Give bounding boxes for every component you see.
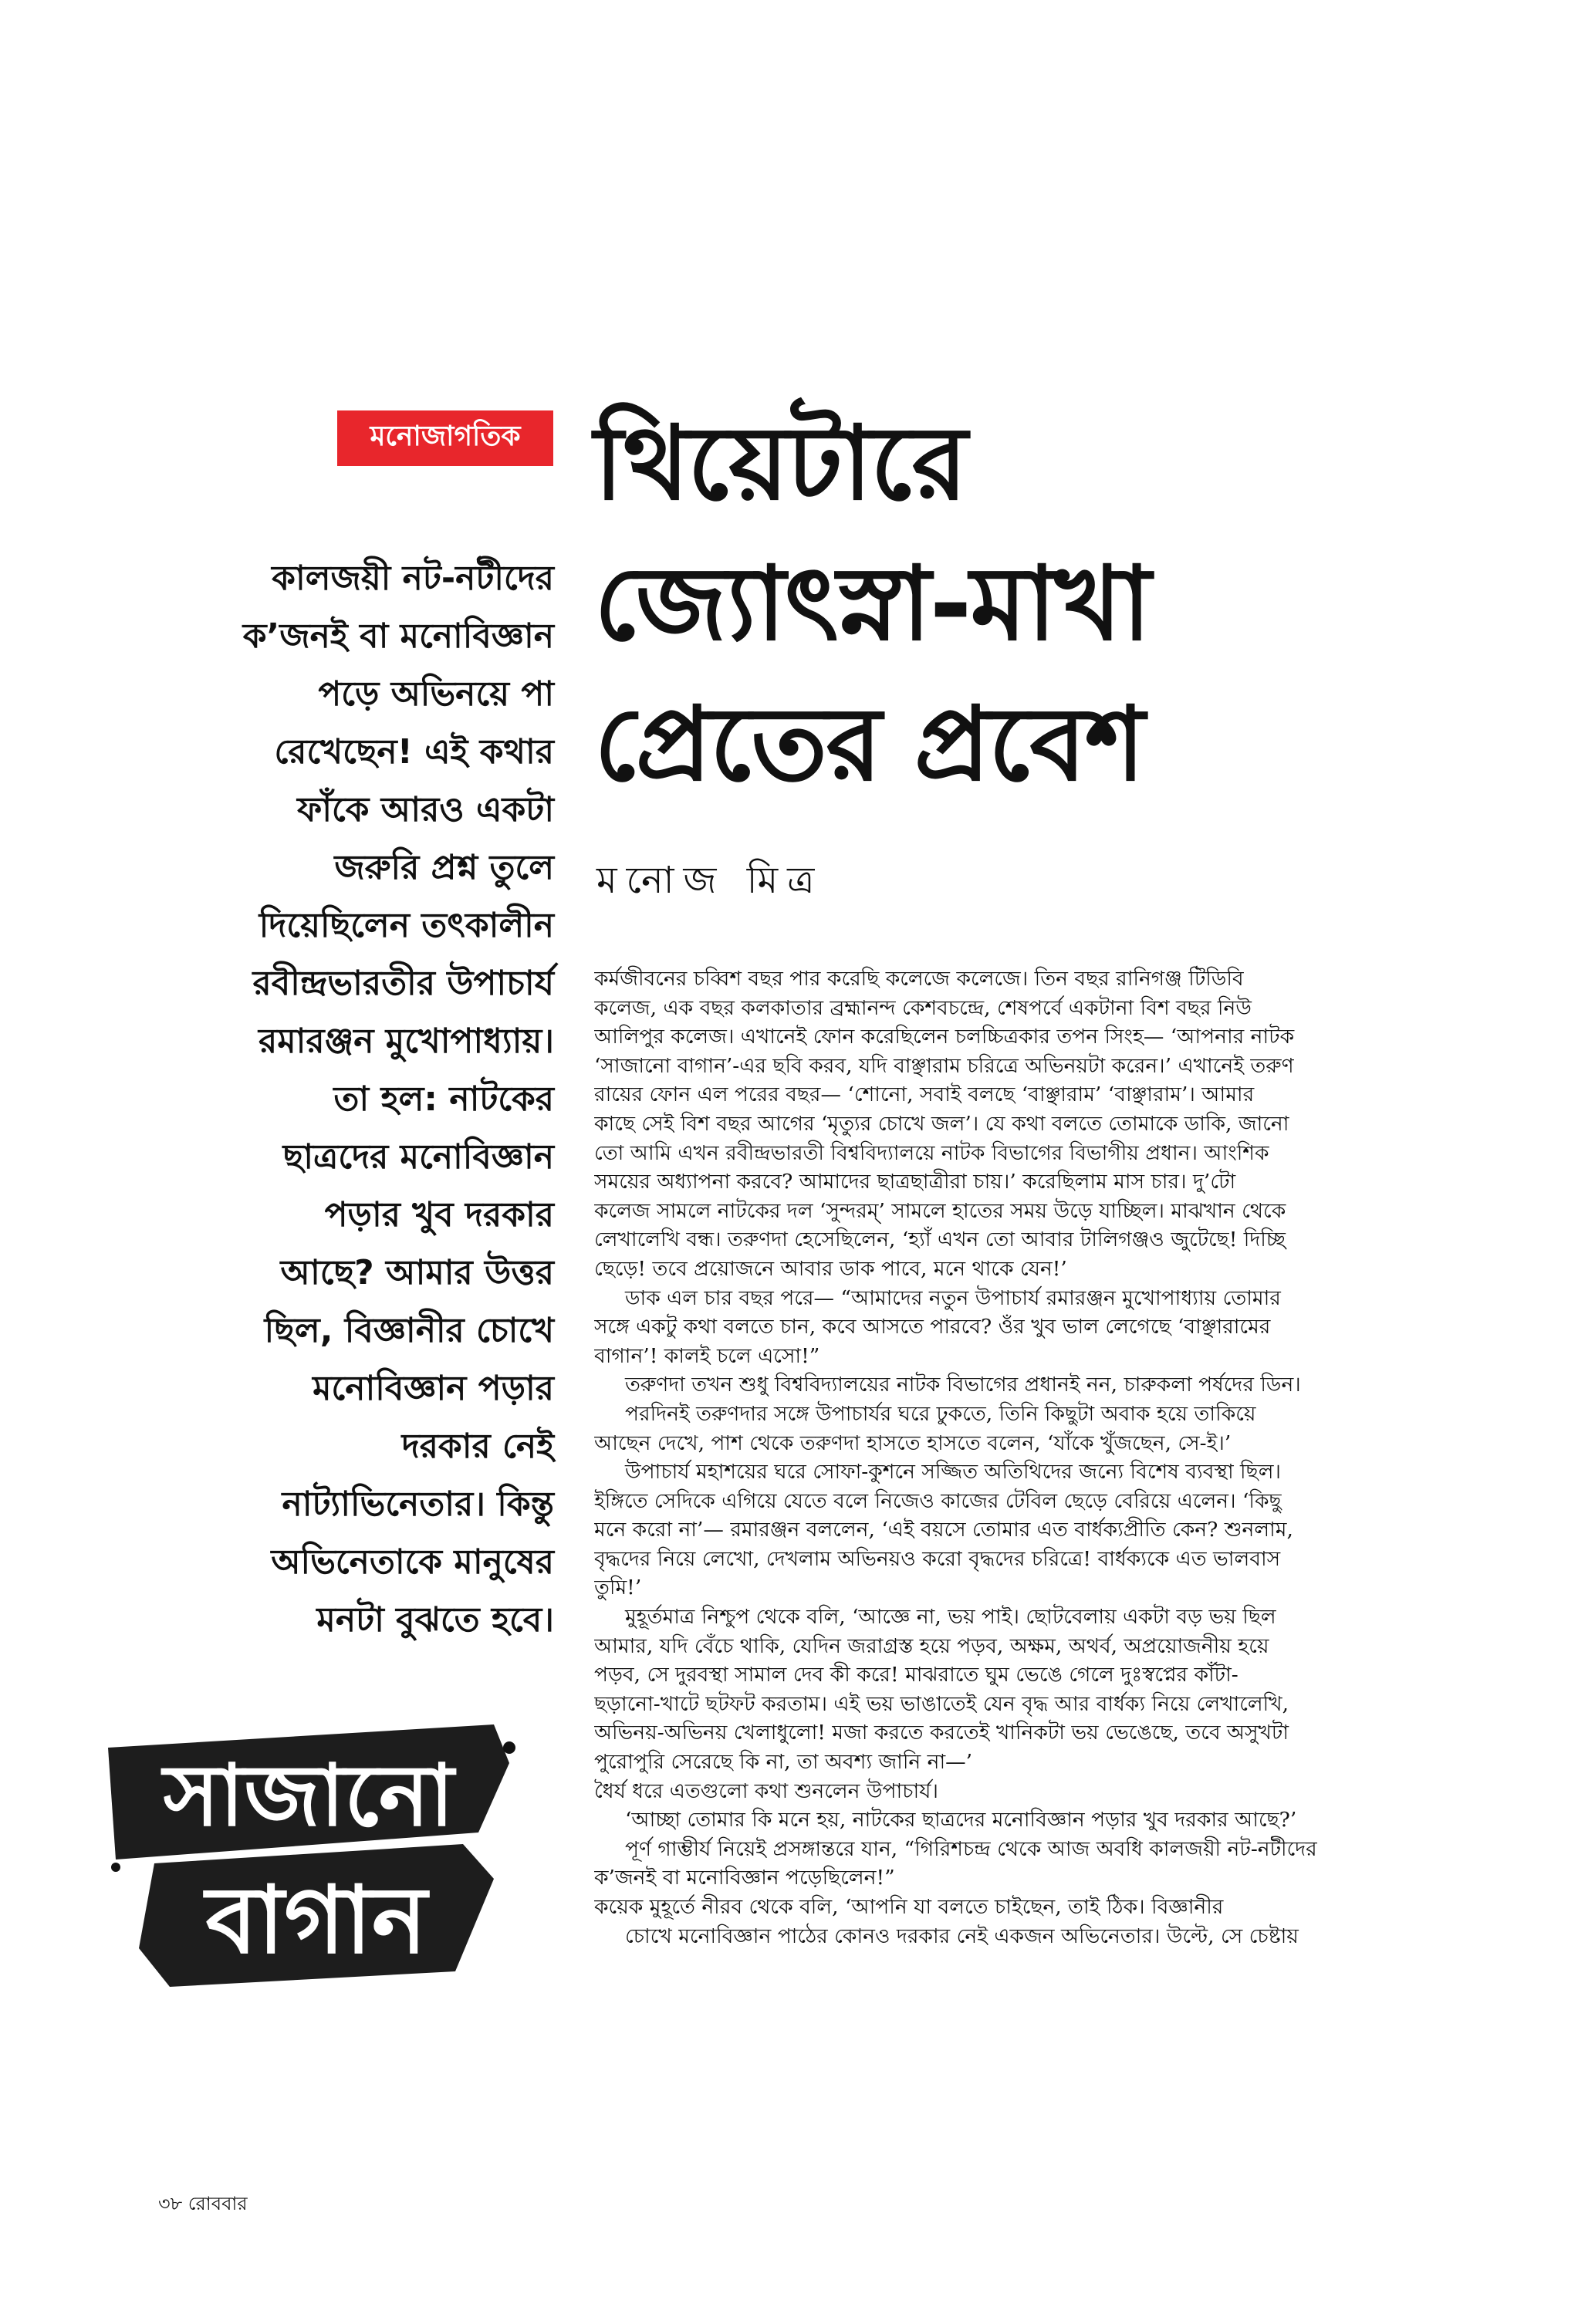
section-tag: মনোজাগতিক (337, 410, 553, 466)
body-line: ধৈর্য ধরে এতগুলো কথা শুনলেন উপাচার্য। (594, 1778, 938, 1803)
headline-line: জ্যোৎস্না-মাখা (594, 545, 1150, 664)
headline (594, 394, 1520, 815)
body-line: কলেজ, এক বছর কলকাতার ব্রহ্মানন্দ কেশবচন্দ্রে, শেষপর্বে একটানা বিশ বছর নিউ (594, 995, 1252, 1020)
intro-line: জরুরি প্রশ্ন তুলে (334, 848, 554, 887)
body-line: সঙ্গে একটু কথা বলতে চান, কবে আসতে পারবে? ওঁর খুব ভাল লেগেছে ‘বাঞ্ছারামের (594, 1315, 1271, 1339)
intro-line: অভিনেতাকে মানুষের (271, 1542, 554, 1582)
body-line: কর্মজীবনের চব্বিশ বছর পার করেছি কলেজে কলেজে। তিন বছর রানিগঞ্জ টিডিবি (594, 967, 1244, 991)
body-line: আলিপুর কলেজ। এখানেই ফোন করেছিলেন চলচ্চিত্রকার তপন সিংহ— ‘আপনার নাটক (594, 1025, 1295, 1049)
body-line: পরদিনই তরুণদার সঙ্গে উপাচার্যর ঘরে ঢুকতে, তিনি কিছুটা অবাক হয়ে তাকিয়ে (625, 1401, 1256, 1426)
sajano-bagan-logo (93, 1717, 525, 1995)
body-line: সময়ের অধ্যাপনা করবে? আমাদের ছাত্রছাত্রীরা চায়।’ করেছিলাম মাস চার। দু’টো (594, 1170, 1236, 1194)
intro-line: পড়ার খুব দরকার (324, 1195, 554, 1235)
intro-line: রেখেছেন! এই কথার (274, 732, 554, 772)
article-body (594, 964, 1462, 1951)
body-line: ছড়ানো-খাটে ছটফট করতাম। এই ভয় ভাঙাতেই যেন বৃদ্ধ আর বার্ধক্য নিয়ে লেখালেখি, (594, 1691, 1289, 1716)
body-line: পূর্ণ গাম্ভীর্য নিয়েই প্রসঙ্গান্তরে যান, “গিরিশচন্দ্র থেকে আজ অবধি কালজয়ী নট-নটীদের (625, 1836, 1317, 1861)
body-line: মুহূর্তমাত্র নিশ্চুপ থেকে বলি, ‘আজ্ঞে না, ভয় পাই। ছোটবেলায় একটা বড় ভয় ছিল (625, 1605, 1276, 1630)
intro-line: ফাঁকে আরও একটা (297, 790, 554, 829)
body-line: কলেজ সামলে নাটকের দল ‘সুন্দরম্’ সামলে হাতের সময় উড়ে যাচ্ছিল। মাঝখান থেকে (594, 1198, 1286, 1223)
intro-line: আছে? আমার উত্তর (280, 1253, 554, 1292)
page-folio: ৩৮ রোববার (158, 2193, 248, 2214)
body-line: চোখে মনোবিজ্ঞান পাঠের কোনও দরকার নেই একজন অভিনেতার। উল্টে, সে চেষ্টায় (625, 1924, 1299, 1948)
intro-line: ছাত্রদের মনোবিজ্ঞান (282, 1137, 554, 1177)
intro-line: নাট্যাভিনেতার। কিন্তু (282, 1485, 554, 1524)
body-line: তুমি!’ (594, 1576, 642, 1600)
body-line: বাগান’! কালই চলে এসো!” (594, 1343, 820, 1368)
body-line: অভিনয়-অভিনয় খেলাধুলো! মজা করতে করতেই খানিকটা ভয় ভেঙেছে, তবে অসুখটা (594, 1721, 1289, 1745)
intro-line: কালজয়ী নট-নটীদের (272, 559, 554, 598)
headline-line: প্রেতের প্রবেশ (594, 685, 1144, 804)
byline: মনোজ মিত্র (596, 859, 824, 902)
headline-line: থিয়েটারে (594, 404, 966, 523)
body-line: লেখালেখি বন্ধ। তরুণদা হেসেছিলেন, ‘হ্যাঁ এখন তো আবার টালিগঞ্জও জুটেছে! দিচ্ছি (594, 1228, 1286, 1252)
body-line: বৃদ্ধদের নিয়ে লেখো, দেখলাম অভিনয়ও করো বৃদ্ধদের চরিত্রে! বার্ধক্যকে এত ভালবাস (594, 1546, 1281, 1571)
intro-line: পড়ে অভিনয়ে পা (318, 674, 554, 714)
logo-word: বাগান (205, 1867, 427, 1974)
body-line: পড়ব, সে দুরবস্থা সামাল দেব কী করে! মাঝরাতে ঘুম ভেঙে গেলে দুঃস্বপ্নের কাঁটা- (594, 1663, 1238, 1687)
body-line: তরুণদা তখন শুধু বিশ্ববিদ্যালয়ের নাটক বিভাগের প্রধানই নন, চারুকলা পর্ষদের ডিন। (625, 1373, 1301, 1397)
body-line: ডাক এল চার বছর পরে— “আমাদের নতুন উপাচার্য রমারঞ্জন মুখোপাধ্যায় তোমার (625, 1285, 1281, 1310)
intro-line: ছিল, বিজ্ঞানীর চোখে (264, 1311, 554, 1350)
body-line: তো আমি এখন রবীন্দ্রভারতী বিশ্ববিদ্যালয়ে নাটক বিভাগের বিভাগীয় প্রধান। আংশিক (594, 1140, 1269, 1165)
body-line: কয়েক মুহূর্তে নীরব থেকে বলি, ‘আপনি যা বলতে চাইছেন, তাই ঠিক। বিজ্ঞানীর (594, 1895, 1224, 1919)
intro-line: মনোবিজ্ঞান পড়ার (313, 1369, 554, 1408)
body-line: মনে করো না’— রমারঞ্জন বললেন, ‘এই বয়সে তোমার এত বার্ধক্যপ্রীতি কেন? শুনলাম, (594, 1518, 1293, 1542)
body-line: ‘সাজানো বাগান’-এর ছবি করব, যদি বাঞ্ছারাম চরিত্রে অভিনয়টা করেন।’ এখানেই তরুণ (594, 1053, 1294, 1078)
body-line: রায়ের ফোন এল পরের বছর— ‘শোনো, সবাই বলছে ‘বাঞ্ছারাম’ ‘বাঞ্ছারাম’। আমার (594, 1083, 1255, 1107)
body-line: আছেন দেখে, পাশ থেকে তরুণদা হাসতে হাসতে বলেন, ‘যাঁকে খুঁজছেন, সে-ই।’ (594, 1431, 1232, 1455)
intro-line: তা হল: নাটকের (333, 1079, 554, 1119)
body-line: উপাচার্য মহাশয়ের ঘরে সোফা-কুশনে সজ্জিত অতিথিদের জন্যে বিশেষ ব্যবস্থা ছিল। (625, 1460, 1281, 1485)
body-line: আমার, যদি বেঁচে থাকি, যেদিন জরাগ্রস্ত হয়ে পড়ব, অক্ষম, অথর্ব, অপ্রয়োজনীয় হয়ে (594, 1633, 1269, 1658)
body-line: পুরোপুরি সেরেছে কি না, তা অবশ্য জানি না—’ (594, 1750, 973, 1775)
intro-line: দরকার নেই (401, 1427, 554, 1466)
intro-line: মনটা বুঝতে হবে। (316, 1600, 554, 1640)
body-line: ইঙ্গিতে সেদিকে এগিয়ে যেতে বলে নিজেও কাজের টেবিল ছেড়ে বেরিয়ে এলেন। ‘কিছু (594, 1488, 1282, 1513)
body-line: ‘আচ্ছা তোমার কি মনে হয়, নাটকের ছাত্রদের মনোবিজ্ঞান পড়ার খুব দরকার আছে?’ (625, 1808, 1297, 1833)
intro-line: ক’জনই বা মনোবিজ্ঞান (242, 616, 554, 656)
intro-blurb (131, 549, 554, 1649)
logo-word: সাজানো (163, 1746, 455, 1845)
body-line: কাছে সেই বিশ বছর আগের ‘মৃত্যুর চোখে জল’। যে কথা বলতে তোমাকে ডাকি, জানো (594, 1111, 1289, 1136)
body-line: ছেড়ে! তবে প্রয়োজনে আবার ডাক পাবে, মনে থাকে যেন!’ (594, 1256, 1067, 1281)
intro-line: দিয়েছিলেন তৎকালীন (259, 906, 554, 945)
intro-line: রমারঞ্জন মুখোপাধ্যায়। (259, 1022, 554, 1061)
intro-line: রবীন্দ্রভারতীর উপাচার্য (252, 964, 554, 1003)
body-line: ক’জনই বা মনোবিজ্ঞান পড়েছিলেন!” (594, 1866, 895, 1890)
